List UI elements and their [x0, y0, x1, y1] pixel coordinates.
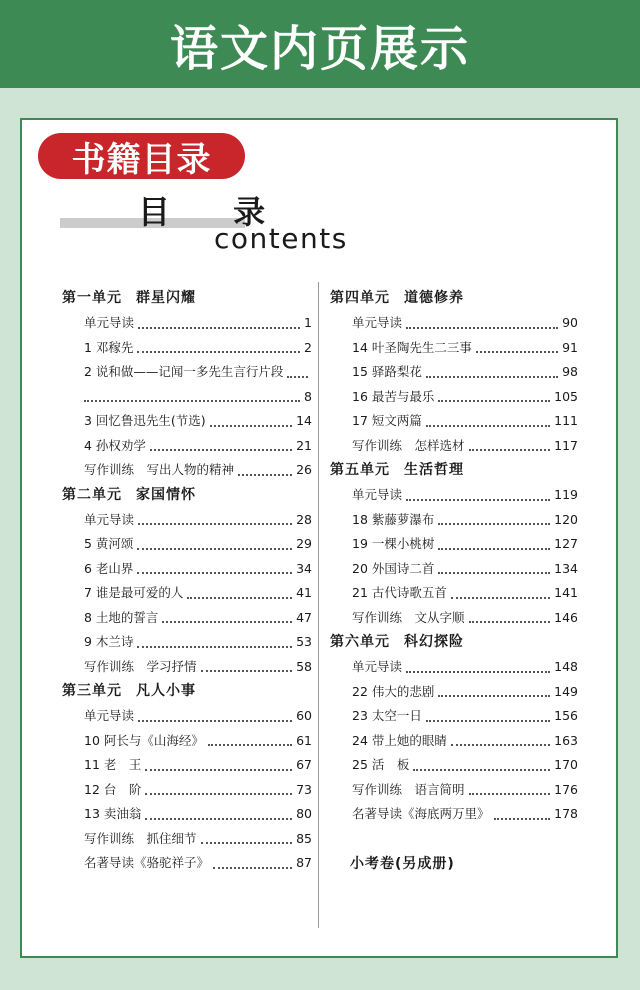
toc-entry[interactable]	[62, 409, 312, 434]
toc-entry[interactable]	[330, 557, 578, 582]
toc-entry[interactable]	[62, 655, 312, 680]
entry-page: 146	[554, 609, 578, 625]
toc-entry[interactable]	[62, 704, 312, 729]
toc-entry[interactable]	[330, 336, 578, 361]
entry-title: 单元导读	[84, 315, 135, 330]
dot-leader	[476, 351, 558, 353]
unit-number: 第三单元	[62, 683, 122, 699]
entry-title: 15 驿路梨花	[352, 364, 422, 379]
entry-title: 单元导读	[352, 659, 403, 674]
entry-title: 6 老山界	[84, 560, 134, 576]
entry-page: 156	[554, 708, 578, 723]
entry-page: 2	[304, 339, 312, 355]
toc-entry[interactable]	[330, 802, 578, 827]
dot-leader	[138, 720, 292, 722]
dot-leader	[406, 499, 550, 501]
entry-page: 53	[296, 634, 312, 649]
exam-note: 小考卷(另成册)	[350, 856, 455, 872]
dot-leader	[438, 695, 550, 697]
entry-page: 47	[296, 609, 312, 625]
dot-leader	[413, 769, 550, 771]
entry-page: 90	[562, 315, 578, 330]
dot-leader	[494, 818, 551, 820]
dot-leader	[406, 327, 558, 329]
toc-entry[interactable]	[62, 434, 312, 459]
banner-title: 语文内页展示	[169, 20, 470, 77]
entry-title: 名著导读《骆驼祥子》	[84, 855, 210, 870]
unit-name: 家国情怀	[136, 486, 196, 503]
dot-leader	[426, 425, 550, 427]
entry-title: 18 紫藤萝瀑布	[352, 511, 435, 527]
toc-entry[interactable]	[330, 753, 578, 778]
entry-title: 19 一棵小桃树	[352, 536, 435, 551]
unit-number: 第一单元	[62, 290, 122, 306]
unit-number: 第五单元	[330, 462, 390, 478]
entry-page: 87	[296, 855, 312, 870]
toc-entry[interactable]	[62, 827, 312, 852]
toc-entry[interactable]	[330, 385, 578, 410]
dot-leader	[469, 793, 551, 795]
entry-title: 17 短文两篇	[352, 413, 422, 428]
dot-leader	[438, 572, 550, 574]
toc-heading: 目 录	[138, 193, 292, 231]
toc-entry[interactable]	[330, 655, 578, 680]
dot-leader	[201, 842, 293, 844]
entry-page: 117	[554, 437, 578, 453]
entry-title: 5 黄河颂	[84, 536, 134, 551]
dot-leader	[438, 548, 550, 550]
dot-leader	[201, 670, 293, 672]
toc-left-column	[62, 286, 312, 876]
entry-title: 名著导读《海底两万里》	[352, 806, 490, 821]
entry-title: 10 阿长与《山海经》	[84, 732, 204, 748]
entry-title: 1 邓稼先	[84, 339, 134, 355]
dot-leader	[137, 646, 292, 648]
entry-page: 91	[562, 339, 578, 355]
entry-title: 20 外国诗二首	[352, 560, 435, 576]
unit-heading	[330, 458, 578, 483]
dot-leader	[438, 400, 550, 402]
entry-page: 67	[296, 757, 312, 772]
toc-entry[interactable]	[62, 729, 312, 754]
toc-entry[interactable]	[62, 778, 312, 803]
entry-title: 23 太空一日	[352, 708, 422, 723]
entry-page: 149	[554, 683, 578, 699]
toc-entry[interactable]	[330, 483, 578, 508]
entry-title: 写作训练 语言简明	[352, 781, 465, 797]
entry-page: 41	[296, 585, 312, 600]
dot-leader	[84, 400, 300, 402]
toc-entry[interactable]	[62, 581, 312, 606]
dot-leader	[469, 621, 551, 623]
entry-page: 34	[296, 560, 312, 576]
entry-page: 28	[296, 511, 312, 527]
unit-name: 科幻探险	[404, 634, 464, 650]
entry-title: 21 古代诗歌五首	[352, 585, 447, 600]
toc-entry[interactable]	[330, 434, 578, 459]
entry-page: 1	[304, 315, 312, 330]
dot-leader	[426, 720, 550, 722]
entry-title: 13 卖油翁	[84, 806, 142, 821]
unit-name: 道德修养	[404, 290, 464, 306]
dot-leader	[469, 449, 551, 451]
entry-page: 120	[554, 511, 578, 527]
toc-entry[interactable]	[330, 311, 578, 336]
dot-leader	[287, 376, 308, 378]
entry-title: 写作训练 怎样选材	[352, 437, 465, 453]
dot-leader	[138, 327, 300, 329]
entry-page: 148	[554, 659, 578, 674]
dot-leader	[137, 572, 292, 574]
entry-page: 60	[296, 708, 312, 723]
toc-entry[interactable]	[62, 360, 312, 385]
dot-leader	[438, 523, 550, 525]
unit-heading	[330, 630, 578, 655]
entry-page: 14	[296, 413, 312, 428]
entry-title: 单元导读	[84, 511, 135, 527]
entry-page: 176	[554, 781, 578, 797]
entry-title: 单元导读	[352, 315, 403, 330]
entry-title: 8 土地的誓言	[84, 609, 159, 625]
entry-page: 119	[554, 487, 578, 502]
toc-entry[interactable]	[62, 336, 312, 361]
toc-subheading: contents	[214, 222, 348, 255]
toc-entry[interactable]	[330, 409, 578, 434]
toc-entry[interactable]	[330, 508, 578, 533]
unit-number: 第二单元	[62, 486, 122, 503]
entry-title: 11 老 王	[84, 757, 142, 772]
entry-page: 105	[554, 388, 578, 404]
toc-entry[interactable]	[62, 458, 312, 483]
toc-entry[interactable]	[62, 508, 312, 533]
toc-entry[interactable]	[62, 385, 312, 410]
toc-entry[interactable]	[330, 729, 578, 754]
dot-leader	[208, 744, 292, 746]
entry-title: 单元导读	[352, 487, 403, 502]
entry-page: 21	[296, 437, 312, 453]
entry-page: 98	[562, 364, 578, 379]
entry-title: 9 木兰诗	[84, 634, 134, 649]
toc-entry[interactable]	[62, 630, 312, 655]
unit-name: 凡人小事	[136, 683, 196, 699]
dot-leader	[451, 597, 550, 599]
toc-entry[interactable]	[330, 680, 578, 705]
toc-entry[interactable]	[330, 581, 578, 606]
toc-entry[interactable]	[62, 532, 312, 557]
toc-entry[interactable]	[330, 360, 578, 385]
entry-title: 单元导读	[84, 708, 135, 723]
dot-leader	[406, 671, 550, 673]
entry-page: 80	[296, 806, 312, 821]
dot-leader	[145, 818, 292, 820]
column-divider	[318, 282, 319, 928]
entry-title: 16 最苦与最乐	[352, 388, 435, 404]
entry-title: 24 带上她的眼睛	[352, 732, 447, 748]
entry-page: 73	[296, 781, 312, 797]
toc-entry[interactable]	[330, 532, 578, 557]
entry-page: 178	[554, 806, 578, 821]
toc-right-column	[330, 286, 578, 827]
unit-name: 生活哲理	[404, 462, 464, 478]
entry-page: 58	[296, 658, 312, 674]
entry-title: 7 谁是最可爱的人	[84, 585, 184, 600]
entry-title: 写作训练 文从字顺	[352, 609, 465, 625]
toc-entry[interactable]	[62, 753, 312, 778]
unit-heading	[62, 286, 312, 311]
unit-heading	[330, 286, 578, 311]
dot-leader	[210, 425, 292, 427]
entry-title: 2 说和做——记闻一多先生言行片段	[84, 364, 284, 379]
entry-title: 12 台 阶	[84, 781, 142, 797]
entry-page: 26	[296, 462, 312, 477]
entry-page: 111	[554, 413, 578, 428]
dot-leader	[137, 548, 292, 550]
dot-leader	[138, 523, 292, 525]
toc-entry[interactable]	[62, 802, 312, 827]
unit-heading	[62, 679, 312, 704]
entry-title: 25 活 板	[352, 757, 410, 772]
dot-leader	[150, 449, 292, 451]
toc-entry[interactable]	[62, 606, 312, 631]
entry-title: 22 伟大的悲剧	[352, 683, 435, 699]
entry-title: 14 叶圣陶先生二三事	[352, 339, 472, 355]
entry-page: 29	[296, 536, 312, 551]
entry-page: 134	[554, 560, 578, 576]
entry-page: 85	[296, 830, 312, 846]
dot-leader	[137, 351, 300, 353]
top-banner	[0, 0, 640, 88]
toc-entry[interactable]	[330, 704, 578, 729]
entry-page: 141	[554, 585, 578, 600]
section-pill: 书籍目录	[38, 133, 245, 179]
entry-title: 写作训练 学习抒情	[84, 658, 197, 674]
dot-leader	[213, 867, 292, 869]
toc-entry[interactable]	[62, 311, 312, 336]
entry-page: 170	[554, 757, 578, 772]
unit-number: 第六单元	[330, 634, 390, 650]
dot-leader	[162, 621, 292, 623]
unit-heading	[62, 483, 312, 508]
toc-entry[interactable]	[330, 778, 578, 803]
dot-leader	[145, 769, 292, 771]
entry-page: 61	[296, 732, 312, 748]
entry-page: 163	[554, 732, 578, 748]
toc-entry[interactable]	[330, 606, 578, 631]
entry-title: 写作训练 抓住细节	[84, 830, 197, 846]
dot-leader	[426, 376, 558, 378]
dot-leader	[187, 597, 292, 599]
entry-page: 8	[304, 388, 312, 404]
dot-leader	[145, 793, 292, 795]
dot-leader	[451, 744, 550, 746]
toc-entry[interactable]	[62, 851, 312, 876]
toc-entry[interactable]	[62, 557, 312, 582]
dot-leader	[238, 474, 292, 476]
unit-number: 第四单元	[330, 290, 390, 306]
entry-title: 4 孙权劝学	[84, 437, 146, 453]
entry-page: 127	[554, 536, 578, 551]
entry-title: 3 回忆鲁迅先生(节选)	[84, 413, 206, 428]
entry-title: 写作训练 写出人物的精神	[84, 462, 235, 477]
unit-name: 群星闪耀	[136, 290, 196, 306]
